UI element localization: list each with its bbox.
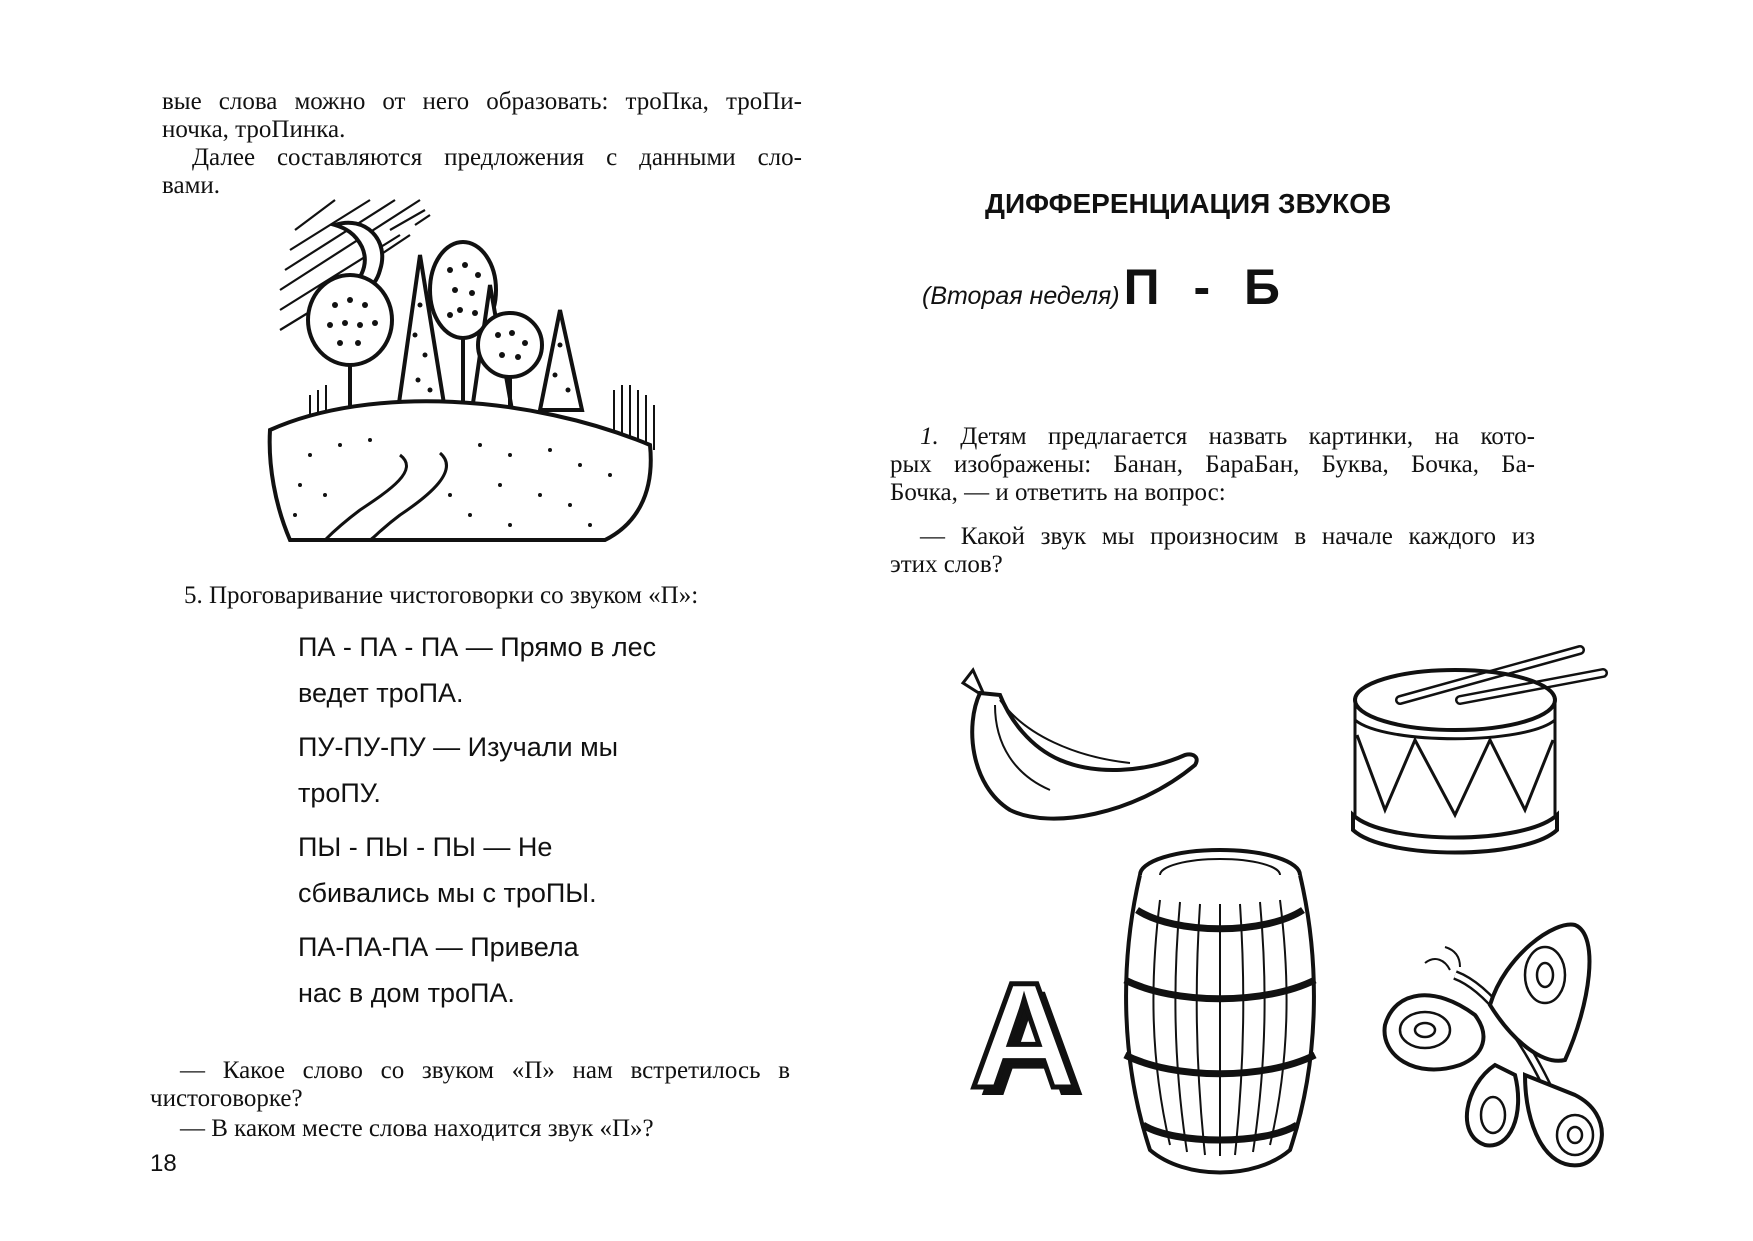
sounds-pair: П - Б (1123, 259, 1280, 315)
drum-icon (1345, 645, 1610, 855)
letter-a-picture: А (970, 951, 1079, 1119)
next-paragraph (162, 144, 802, 200)
chant-4-line-2: нас в дом троПА. (298, 978, 515, 1008)
next-line-2: вами. (162, 172, 221, 199)
task-1-line-3: Бочка, — и ответить на вопрос: (890, 479, 1226, 506)
chant-3-line-2: сбивались мы с троПЫ. (298, 878, 597, 908)
chant-2-line-2: троПУ. (298, 778, 381, 808)
item-5-heading: 5. Проговаривание чистоговорки со звуком «П»: (184, 582, 699, 609)
task-1-line-2: рых изображены: Банан, БараБан, Буква, Бочка, Ба- (890, 451, 1535, 478)
intro-paragraph (162, 88, 802, 144)
page-number: 18 (150, 1150, 177, 1177)
chant-1-line-1: ПА - ПА - ПА — Прямо в лес (298, 632, 657, 662)
barrel-icon (1115, 840, 1325, 1180)
chant-verse-4 (298, 932, 579, 1008)
night-forest-icon (250, 195, 690, 545)
task-question (890, 523, 1535, 579)
chant-3-line-1: ПЫ - ПЫ - ПЫ — Не (298, 832, 553, 862)
task-1-line-1-text: Детям предлагается назвать картинки, на кото- (960, 423, 1535, 450)
task-1-line-1 (890, 423, 1535, 451)
question-1-line-2: чистоговорке? (150, 1085, 303, 1112)
week-note-row (922, 258, 1280, 318)
chant-1-line-2: ведет троПА. (298, 678, 464, 708)
chant-2-line-1: ПУ-ПУ-ПУ — Изучали мы (298, 732, 619, 762)
question-1 (150, 1057, 790, 1113)
task-1 (890, 423, 1535, 507)
next-line-1: Далее составляются предложения с данными сло- (192, 144, 802, 171)
intro-line-2: ночка, троПинка. (162, 116, 346, 143)
chant-verse-3 (298, 832, 597, 908)
chant-4-line-1: ПА-ПА-ПА — Привела (298, 932, 579, 962)
banana-icon (955, 665, 1210, 830)
question-1-line-1: — Какое слово со звуком «П» нам встретилось в (180, 1057, 790, 1084)
chant-verse-1 (298, 632, 656, 708)
chant-verse-2 (298, 732, 618, 808)
question-2: — В каком месте слова находится звук «П»? (180, 1115, 654, 1142)
butterfly-icon (1375, 915, 1625, 1175)
task-question-line-1: — Какой звук мы произносим в начале каждого из (920, 523, 1535, 550)
week-note: (Вторая неделя) (922, 282, 1120, 310)
intro-line-1: вые слова можно от него образовать: троПка, троПи- (162, 88, 802, 115)
task-question-line-2: этих слов? (890, 551, 1003, 578)
section-heading: ДИФФЕРЕНЦИАЦИЯ ЗВУКОВ (985, 188, 1392, 219)
task-1-number: 1. (920, 423, 939, 450)
